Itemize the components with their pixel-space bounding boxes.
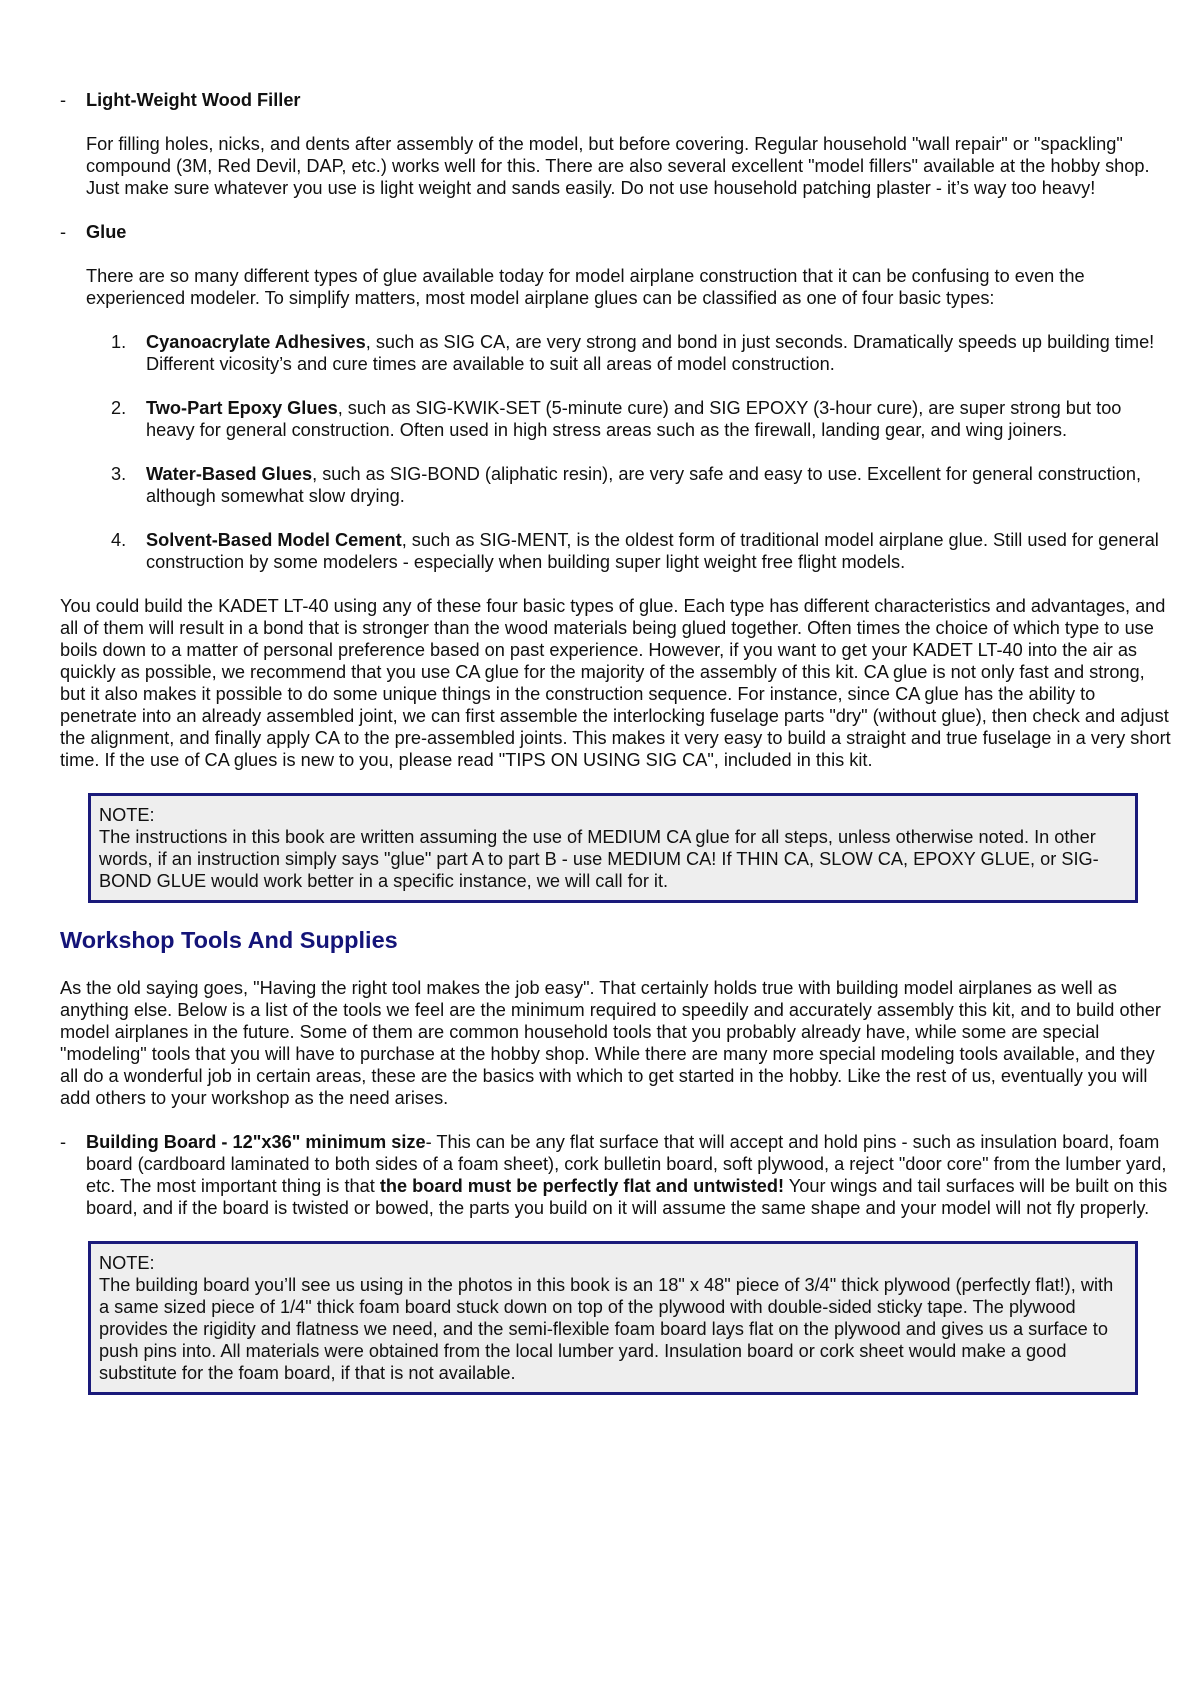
item-title: Building Board - 12"x36" minimum size — [86, 1132, 426, 1152]
glue-type-name: Two-Part Epoxy Glues — [146, 398, 338, 418]
glue-type-name: Solvent-Based Model Cement — [146, 530, 402, 550]
note-label: NOTE: — [99, 1253, 155, 1273]
glue-type-item — [111, 463, 1172, 507]
glue-type-name: Cyanoacrylate Adhesives — [146, 332, 366, 352]
glue-paragraph: You could build the KADET LT-40 using any of these four basic types of glue. Each type has different characteristics and advantages, and all of them will result in a bond that is stronger than the wood materials being glued together. Often times the choice of which type to use boils down to a matter of personal preference based on past experience. However, if you want to get your KADET LT-40 into the air as quickly as possible, we recommend that you use CA glue for the majority of the assembly of this kit. CA glue is not only fast and strong, but it also makes it possible to do some unique things in the construction sequence. For instance, since CA glue has the ability to penetrate into an already assembled joint, we can first assemble the interlocking fuselage parts "dry" (without glue), then check and adjust the alignment, and finally apply CA to the pre-assembled joints. This makes it very easy to build a straight and true fuselage in a very short time. If the use of CA glues is new to you, please read "TIPS ON USING SIG CA", included in this kit. — [60, 596, 1171, 770]
item-title: Light-Weight Wood Filler — [86, 90, 301, 110]
list-item-wood-filler — [60, 89, 1172, 199]
item-title: Glue — [86, 222, 127, 242]
note-label: NOTE: — [99, 805, 155, 825]
item-text: - This can be any flat surface that will accept and hold pins - such as insulation board, foam board (cardboard laminated to both sides of a foam sheet), cork bulletin board, soft plywood, a reject "door core" from the lumber yard, etc. The most important thing is that — [86, 1132, 1167, 1196]
glue-type-text: , such as SIG-BOND (aliphatic resin), are very safe and easy to use. Excellent for general construction, although somewhat slow drying. — [146, 464, 1142, 506]
bullet-dash: - — [60, 1132, 67, 1152]
bullet-dash: - — [60, 90, 67, 110]
bullet-dash: - — [60, 222, 67, 242]
note-box-ca — [88, 793, 1138, 903]
list-item-building-board — [60, 1131, 1172, 1219]
document-body — [60, 89, 1172, 1395]
list-item-glue — [60, 221, 1172, 309]
item-body: For filling holes, nicks, and dents after assembly of the model, but before covering. Regular household "wall repair" or "spackling" compound (3M, Red Devil, DAP, etc.) works well for this. There are also several excellent "model fillers" available at the hobby shop. Just make sure whatever you use is light weight and sands easily. Do not use household patching plaster - it’s way too heavy! — [86, 134, 1150, 198]
glue-type-item — [111, 331, 1172, 375]
item-body — [86, 1131, 1172, 1219]
list-number: 3. — [111, 464, 127, 484]
item-body: There are so many different types of glue available today for model airplane construction that it can be confusing to even the experienced modeler. To simplify matters, most model airplane glues can be classified as one of four basic types: — [86, 266, 1085, 308]
glue-type-name: Water-Based Glues — [146, 464, 313, 484]
section-heading: Workshop Tools And Supplies — [60, 927, 398, 953]
glue-type-text: , such as SIG CA, are very strong and bond in just seconds. Dramatically speeds up building time! Different vicosity’s and cure times are available to suit all areas of model construction. — [146, 332, 1155, 374]
note-text: The building board you’ll see us using in the photos in this book is an 18" x 48" piece of 3/4" thick plywood (perfectly flat!), with a same sized piece of 1/4" thick foam board stuck down on top of the plywood with double-sided sticky tape. The plywood provides the rigidity and flatness we need, and the semi-flexible foam board lays flat on the plywood and gives us a surface to push pins into. All materials were obtained from the local lumber yard. Insulation board or cork sheet would make a good substitute for the foam board, if that is not available. — [99, 1275, 1114, 1383]
note-text: The instructions in this book are written assuming the use of MEDIUM CA glue for all steps, unless otherwise noted. In other words, if an instruction simply says "glue" part A to part B - use MEDIUM CA! If THIN CA, SLOW CA, EPOXY GLUE, or SIG-BOND GLUE would work better in a specific instance, we will call for it. — [99, 827, 1099, 891]
item-text: Your wings and tail surfaces will be built on this board, and if the board is twisted or bowed, the parts you build on it will assume the same shape and your model will not fly properly. — [86, 1176, 1168, 1218]
glue-type-text: , such as SIG-MENT, is the oldest form of traditional model airplane glue. Still used for general construction by some modelers - especially when building super light weight free flight models. — [146, 530, 1159, 572]
item-emphasis: the board must be perfectly flat and untwisted! — [379, 1176, 785, 1196]
list-number: 1. — [111, 332, 127, 352]
glue-type-item — [111, 529, 1172, 573]
note-box-building-board — [88, 1241, 1138, 1395]
glue-types-list — [60, 331, 1172, 573]
glue-type-item — [111, 397, 1172, 441]
glue-type-text: , such as SIG-KWIK-SET (5-minute cure) and SIG EPOXY (3-hour cure), are super strong but too heavy for general construction. Often used in high stress areas such as the firewall, landing gear, and wing joiners. — [146, 398, 1122, 440]
list-number: 2. — [111, 398, 127, 418]
list-number: 4. — [111, 530, 127, 550]
tools-paragraph: As the old saying goes, "Having the right tool makes the job easy". That certainly holds true with building model airplanes as well as anything else. Below is a list of the tools we feel are the minimum required to speedily and accurately assembly this kit, and to build other model airplanes in the future. Some of them are common household tools that you probably already have, while some are special "modeling" tools that you will have to purchase at the hobby shop. While there are many more special modeling tools available, and they all do a wonderful job in certain areas, these are the basics with which to get started in the hobby. Like the rest of us, eventually you will add others to your workshop as the need arises. — [60, 978, 1161, 1108]
